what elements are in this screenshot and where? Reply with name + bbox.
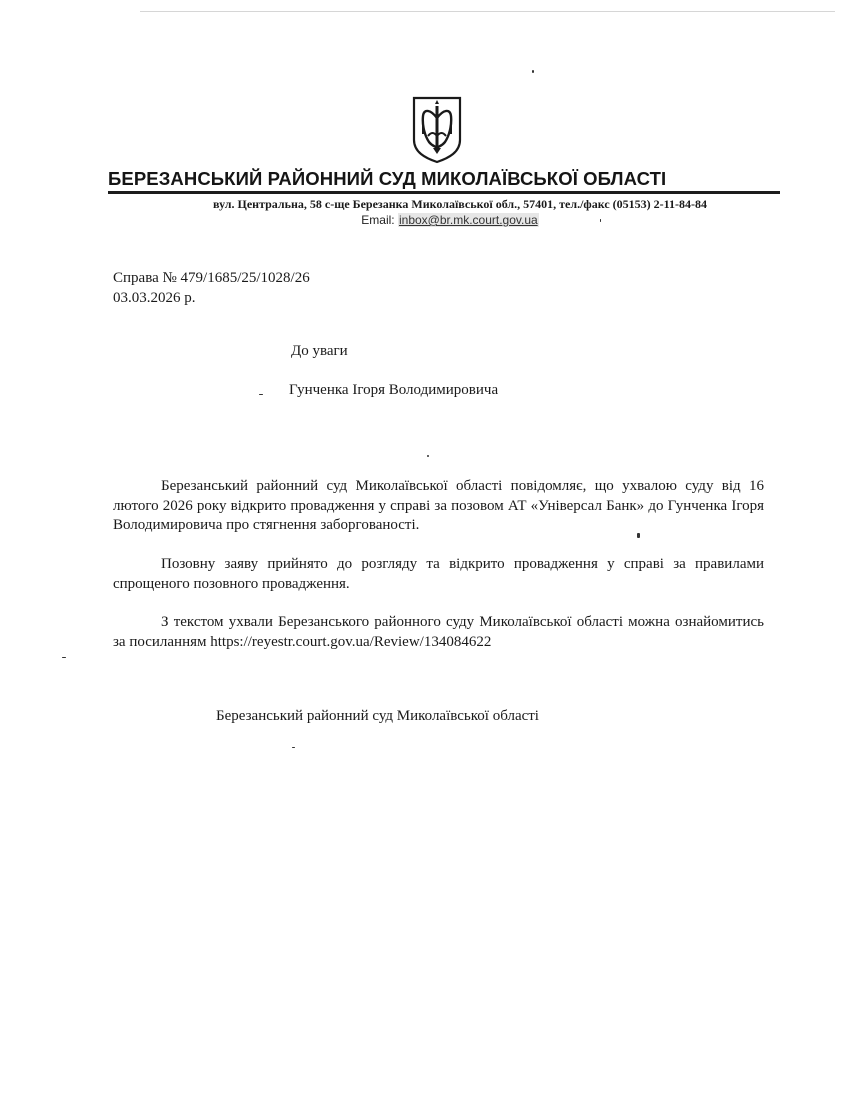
email-line [300, 213, 600, 227]
case-number: Справа № 479/1685/25/1028/26 [113, 270, 310, 286]
scan-speck [292, 747, 295, 748]
court-title: БЕРЕЗАНСЬКИЙ РАЙОННИЙ СУД МИКОЛАЇВСЬКОЇ ОБЛАСТІ [108, 168, 667, 189]
attention-line: До уваги [291, 343, 348, 359]
scan-speck [637, 533, 640, 538]
body-paragraph: Позовну заяву прийнято до розгляду та відкрито провадження у справі за правилами спрощеного позовного провадження. [113, 556, 764, 592]
coat-of-arms-icon [411, 96, 463, 164]
scan-edge-line [140, 11, 835, 12]
email-link[interactable]: inbox@br.mk.court.gov.ua [398, 213, 538, 227]
scan-speck [259, 394, 263, 395]
scan-speck [62, 657, 66, 658]
body-paragraph: З текстом ухвали Березанського районного суду Миколаївської області можна ознайомитись за посиланням https://reyestr.court.gov.ua/Review/134084622 [113, 614, 764, 650]
header-rule [108, 191, 780, 194]
scan-speck [427, 455, 429, 457]
recipient-name: Гунченка Ігоря Володимировича [289, 382, 499, 398]
scan-speck [532, 70, 534, 73]
body-paragraph: Березанський районний суд Миколаївської області повідомляє, що ухвалою суду від 16 лютого 2026 року відкрито провадження у справі за позовом АТ «Універсал Банк» до Гунченка Ігоря Володимировича про стягнення заборгованості. [113, 478, 764, 533]
signature-line: Березанський районний суд Миколаївської області [216, 708, 539, 724]
scan-speck [600, 219, 601, 222]
email-label: Email: [361, 213, 395, 227]
court-address: вул. Центральна, 58 с-ще Березанка Миколаївської обл., 57401, тел./факс (05153) 2-11-84-84 [213, 197, 707, 211]
case-date: 03.03.2026 р. [113, 290, 196, 306]
